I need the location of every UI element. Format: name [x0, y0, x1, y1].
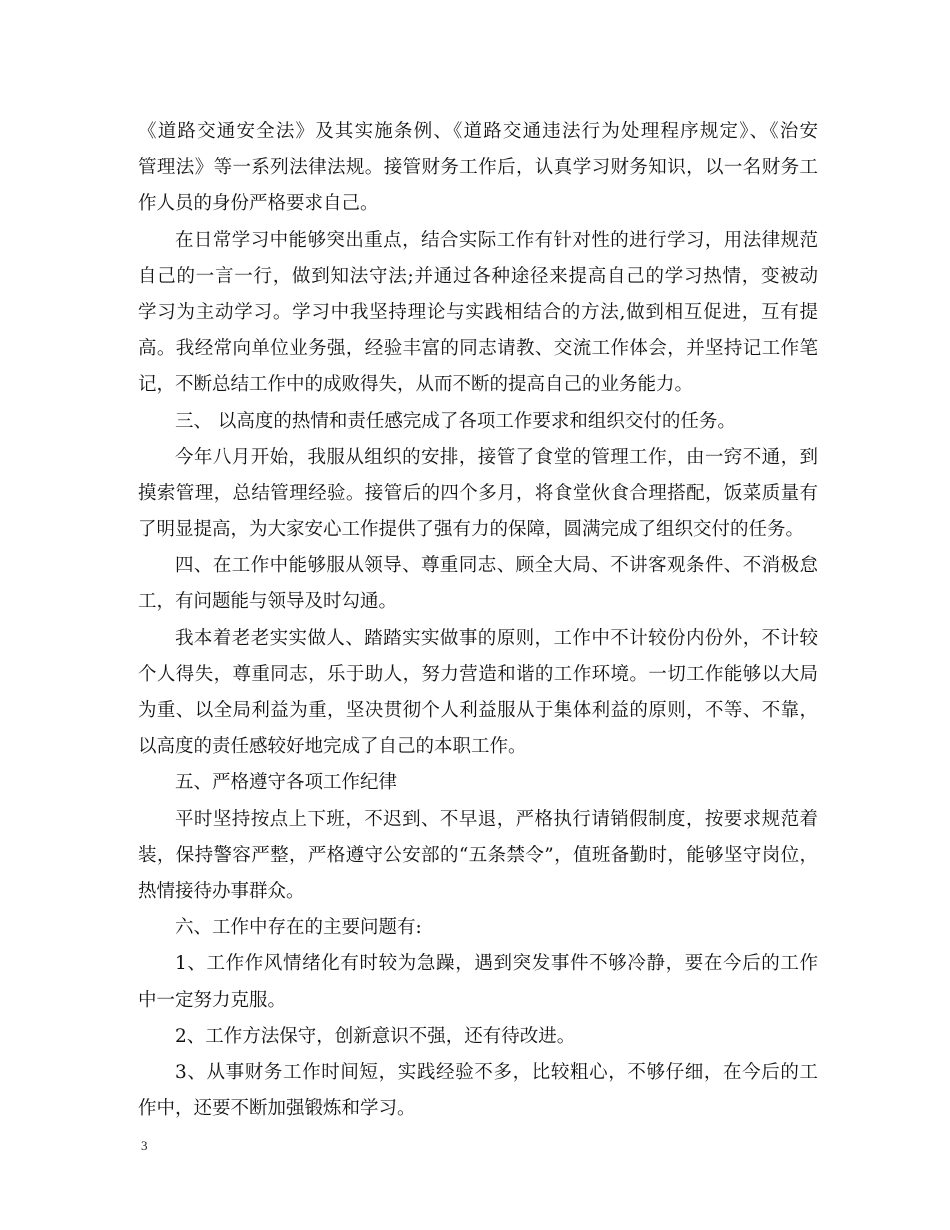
text-line: 个人得失，尊重同志，乐于助人，努力营造和谐的工作环境。一切工作能够以大局: [138, 663, 818, 685]
document-body: [138, 114, 818, 1127]
text-line: 六、工作中存在的主要问题有:: [175, 917, 422, 939]
text-line: 自己的一言一行，做到知法守法;并通过各种途径来提高自己的学习热情，变被动: [138, 265, 818, 287]
text-line: 作中，还要不断加强锻炼和学习。: [138, 1098, 416, 1120]
text-line: 《道路交通安全法》及其实施条例、《道路交通违法行为处理程序规定》、《治安: [138, 121, 818, 142]
text-line: 了明显提高，为大家安心工作提供了强有力的保障，圆满完成了组织交付的任务。: [138, 519, 805, 541]
text-line: 以高度的责任感较好地完成了自己的本职工作。: [138, 736, 527, 758]
text-line: 四、在工作中能够服从领导、尊重同志、顾全大局、不讲客观条件、不消极怠: [175, 555, 818, 577]
text-line: 工，有问题能与领导及时勾通。: [138, 591, 398, 613]
text-line: 1、工作作风情绪化有时较为急躁，遇到突发事件不够冷静，要在今后的工作: [175, 953, 818, 975]
text-line: 2、工作方法保守，创新意识不强，还有待改进。: [175, 1025, 576, 1047]
text-line: 记，不断总结工作中的成败得失，从而不断的提高自己的业务能力。: [138, 374, 694, 396]
text-line: 作人员的身份严格要求自己。: [138, 193, 379, 215]
text-line: 在日常学习中能够突出重点，结合实际工作有针对性的进行学习，用法律规范: [175, 229, 818, 251]
text-line: 平时坚持按点上下班，不迟到、不早退，严格执行请销假制度，按要求规范着: [175, 808, 818, 830]
text-line: 五、严格遵守各项工作纪律: [175, 772, 398, 794]
text-line: 装，保持警容严整，严格遵守公安部的“五条禁令”，值班备勤时，能够坚守岗位，: [138, 844, 818, 866]
text-line: 3、从事财务工作时间短，实践经验不多，比较粗心，不够仔细，在今后的工: [175, 1061, 818, 1083]
text-line: 管理法》等一系列法律法规。接管财务工作后，认真学习财务知识，以一名财务工: [138, 157, 818, 179]
text-line: 三、 以高度的热情和责任感完成了各项工作要求和组织交付的任务。: [175, 410, 736, 432]
text-line: 高。我经常向单位业务强，经验丰富的同志请教、交流工作体会，并坚持记工作笔: [138, 338, 818, 360]
page-number: 3: [141, 1138, 148, 1153]
text-line: 学习为主动学习。学习中我坚持理论与实践相结合的方法,做到相互促进，互有提: [138, 301, 818, 323]
text-line: 中一定努力克服。: [138, 989, 287, 1011]
text-line: 今年八月开始，我服从组织的安排，接管了食堂的管理工作，由一窍不通，到: [175, 446, 818, 468]
text-line: 为重、以全局利益为重，坚决贯彻个人利益服从于集体利益的原则，不等、不靠，: [138, 700, 818, 721]
text-line: 热情接待办事群众。: [138, 880, 305, 902]
text-line: 摸索管理，总结管理经验。接管后的四个多月，将食堂伙食合理搭配，饭菜质量有: [138, 482, 818, 504]
text-line: 我本着老老实实做人、踏踏实实做事的原则，工作中不计较份内份外，不计较: [175, 627, 818, 649]
